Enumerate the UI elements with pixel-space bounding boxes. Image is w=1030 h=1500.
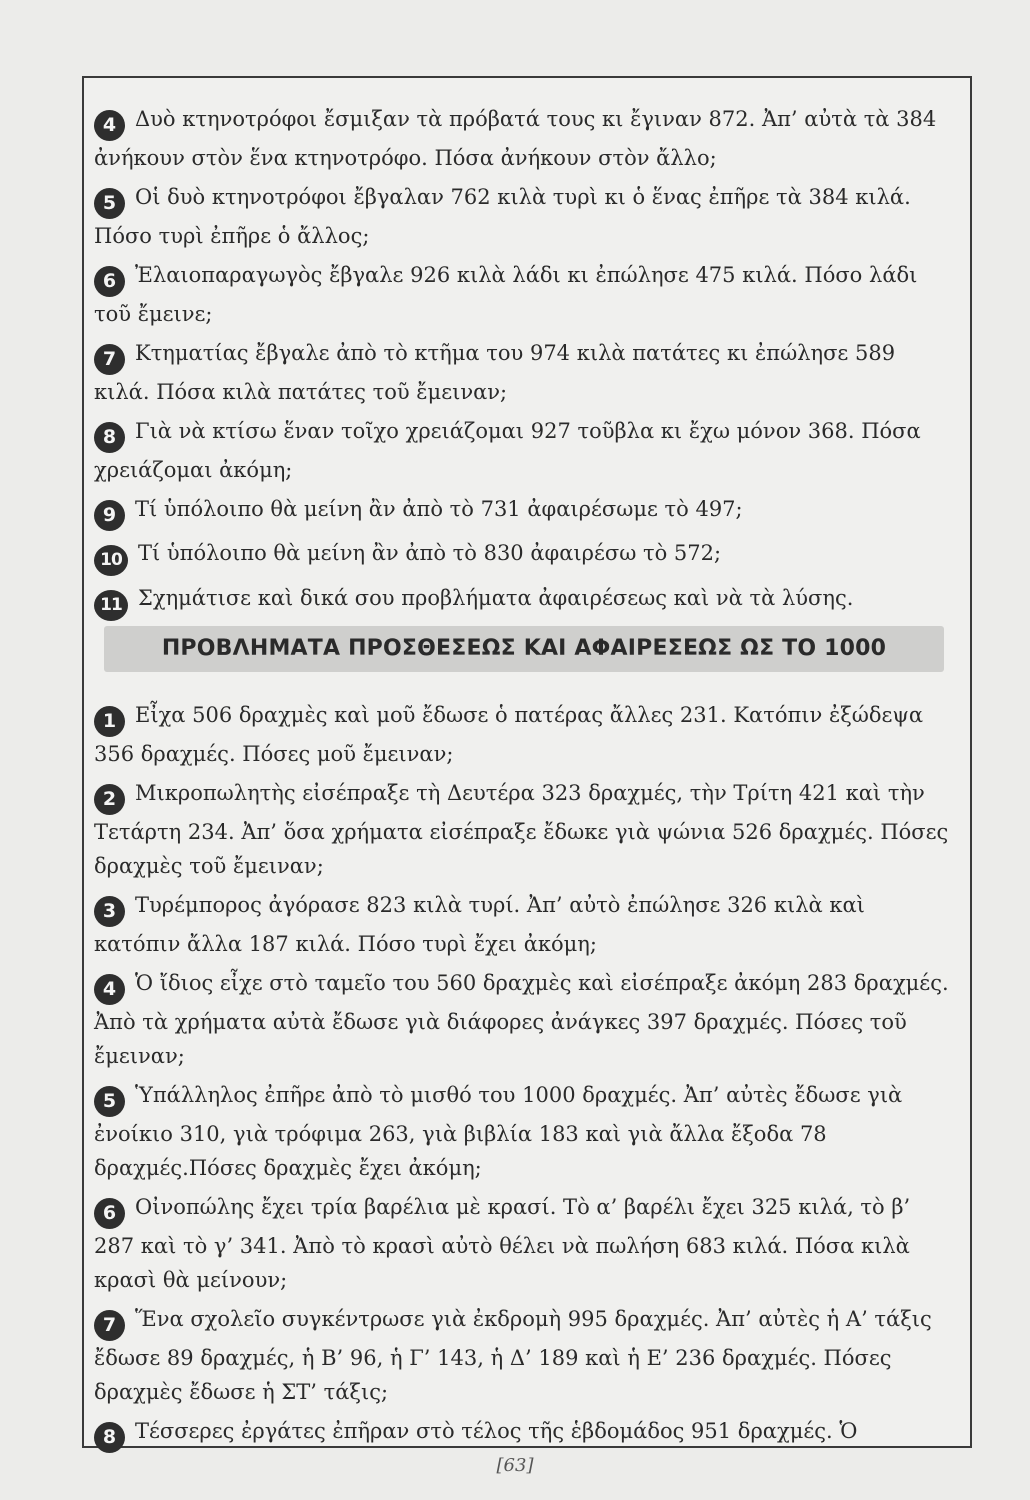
problem-item xyxy=(94,536,954,576)
problem-number-badge: 1 xyxy=(94,706,125,737)
problem-text: Οἱ δυὸ κτηνοτρόφοι ἔβγαλαν 762 κιλὰ τυρὶ κι ὁ ἕνας ἐπῆρε τὰ 384 κιλά. Πόσο τυρὶ ἐπῆρε ὁ ἄλλος; xyxy=(94,185,911,248)
problem-number-badge: 5 xyxy=(94,1086,125,1117)
page-number: [63] xyxy=(496,1455,534,1476)
addition-subtraction-problems xyxy=(84,698,970,1458)
problem-text: Σχημάτισε καὶ δικά σου προβλήματα ἀφαιρέσεως καὶ νὰ τὰ λύσης. xyxy=(138,586,854,610)
problem-item xyxy=(94,492,954,531)
problem-number-badge: 10 xyxy=(94,545,128,576)
section-heading: ΠΡΟΒΛΗΜΑΤΑ ΠΡΟΣΘΕΣΕΩΣ ΚΑΙ ΑΦΑΙΡΕΣΕΩΣ ΩΣ ΤΟ 1000 xyxy=(104,626,944,672)
problem-number-badge: 3 xyxy=(94,896,125,927)
problem-text: Εἶχα 506 δραχμὲς καὶ μοῦ ἔδωσε ὁ πατέρας ἄλλες 231. Κατόπιν ἐξώδεψα 356 δραχμές. Πόσες μοῦ ἔμειναν; xyxy=(94,703,924,766)
problem-number-badge: 11 xyxy=(94,590,128,621)
problem-text: Ἐλαιοπαραγωγὸς ἔβγαλε 926 κιλὰ λάδι κι ἐπώλησε 475 κιλά. Πόσο λάδι τοῦ ἔμεινε; xyxy=(94,263,918,326)
problem-text: Τί ὑπόλοιπο θὰ μείνη ἂν ἀπὸ τὸ 731 ἀφαιρέσωμε τὸ 497; xyxy=(135,497,743,521)
problem-item xyxy=(94,1302,954,1409)
problem-item xyxy=(94,966,954,1073)
problem-item xyxy=(94,414,954,487)
problem-number-badge: 7 xyxy=(94,344,125,375)
problem-item xyxy=(94,258,954,331)
problem-text: Ὁ ἴδιος εἶχε στὸ ταμεῖο του 560 δραχμὲς καὶ εἰσέπραξε ἀκόμη 283 δραχμές. Ἀπὸ τὰ χρήματα αὐτὰ ἔδωσε γιὰ διάφορες ἀνάγκες 397 δραχμές. Πόσες τοῦ ἔμειναν; xyxy=(94,971,949,1068)
problem-text: Οἰνοπώλης ἔχει τρία βαρέλια μὲ κρασί. Τὸ α’ βαρέλι ἔχει 325 κιλά, τὸ β’ 287 καὶ τὸ γ’ 341. Ἀπὸ τὸ κρασὶ αὐτὸ θέλει νὰ πωλήση 683 κιλά. Πόσα κιλὰ κρασὶ θὰ μείνουν; xyxy=(94,1195,911,1292)
problem-text: Ὑπάλληλος ἐπῆρε ἀπὸ τὸ μισθό του 1000 δραχμές. Ἀπ’ αὐτὲς ἔδωσε γιὰ ἐνοίκιο 310, γιὰ τρόφιμα 263, γιὰ βιβλία 183 καὶ γιὰ ἄλλα ἔξοδα 78 δραχμές.Πόσες δραχμὲς ἔχει ἀκόμη; xyxy=(94,1083,903,1180)
problem-number-badge: 7 xyxy=(94,1310,125,1341)
subtraction-problems xyxy=(84,102,970,626)
problem-number-badge: 6 xyxy=(94,1198,125,1229)
problem-number-badge: 4 xyxy=(94,974,125,1005)
problem-number-badge: 6 xyxy=(94,266,125,297)
problem-text: Τέσσερες ἐργάτες ἐπῆραν στὸ τέλος τῆς ἑβδομάδος 951 δραχμές. Ὁ xyxy=(135,1419,858,1443)
problem-item xyxy=(94,1414,954,1453)
problem-item xyxy=(94,102,954,175)
problem-number-badge: 4 xyxy=(94,110,125,141)
problem-item xyxy=(94,581,954,621)
problem-number-badge: 9 xyxy=(94,500,125,531)
problem-item xyxy=(94,888,954,961)
page-frame xyxy=(82,76,972,1448)
problem-number-badge: 8 xyxy=(94,1422,125,1453)
problem-number-badge: 8 xyxy=(94,422,125,453)
problem-text: Μικροπωλητὴς εἰσέπραξε τὴ Δευτέρα 323 δραχμές, τὴν Τρίτη 421 καὶ τὴν Τετάρτη 234. Ἀπ’ ὅσα χρήματα εἰσέπραξε ἔδωκε γιὰ ψώνια 526 δραχμές. Πόσες δραχμὲς τοῦ ἔμειναν; xyxy=(94,781,949,878)
problem-text: Δυὸ κτηνοτρόφοι ἔσμιξαν τὰ πρόβατά τους κι ἔγιναν 872. Ἀπ’ αὐτὰ τὰ 384 ἀνήκουν στὸν ἕνα κτηνοτρόφο. Πόσα ἀνήκουν στὸν ἄλλο; xyxy=(94,107,937,170)
problem-text: Τί ὑπόλοιπο θὰ μείνη ἂν ἀπὸ τὸ 830 ἀφαιρέσω τὸ 572; xyxy=(138,541,722,565)
problem-item xyxy=(94,180,954,253)
problem-item xyxy=(94,336,954,409)
problem-text: Τυρέμπορος ἀγόρασε 823 κιλὰ τυρί. Ἀπ’ αὐτὸ ἐπώλησε 326 κιλὰ καὶ κατόπιν ἄλλα 187 κιλά. Πόσο τυρὶ ἔχει ἀκόμη; xyxy=(94,893,865,956)
problem-text: Κτηματίας ἔβγαλε ἀπὸ τὸ κτῆμα του 974 κιλὰ πατάτες κι ἐπώλησε 589 κιλά. Πόσα κιλὰ πατάτες τοῦ ἔμειναν; xyxy=(94,341,896,404)
problem-item xyxy=(94,1190,954,1297)
problem-item xyxy=(94,1078,954,1185)
problem-text: Γιὰ νὰ κτίσω ἕναν τοῖχο χρειάζομαι 927 τοῦβλα κι ἔχω μόνον 368. Πόσα χρειάζομαι ἀκόμη; xyxy=(94,419,921,482)
problem-number-badge: 2 xyxy=(94,784,125,815)
problem-item xyxy=(94,698,954,771)
problem-item xyxy=(94,776,954,883)
problem-number-badge: 5 xyxy=(94,188,125,219)
problem-text: Ἕνα σχολεῖο συγκέντρωσε γιὰ ἐκδρομὴ 995 δραχμές. Ἀπ’ αὐτὲς ἡ Α’ τάξις ἔδωσε 89 δραχμές, ἡ Β’ 96, ἡ Γ’ 143, ἡ Δ’ 189 καὶ ἡ Ε’ 236 δραχμές. Πόσες δραχμὲς ἔδωσε ἡ ΣΤ’ τάξις; xyxy=(94,1307,932,1404)
